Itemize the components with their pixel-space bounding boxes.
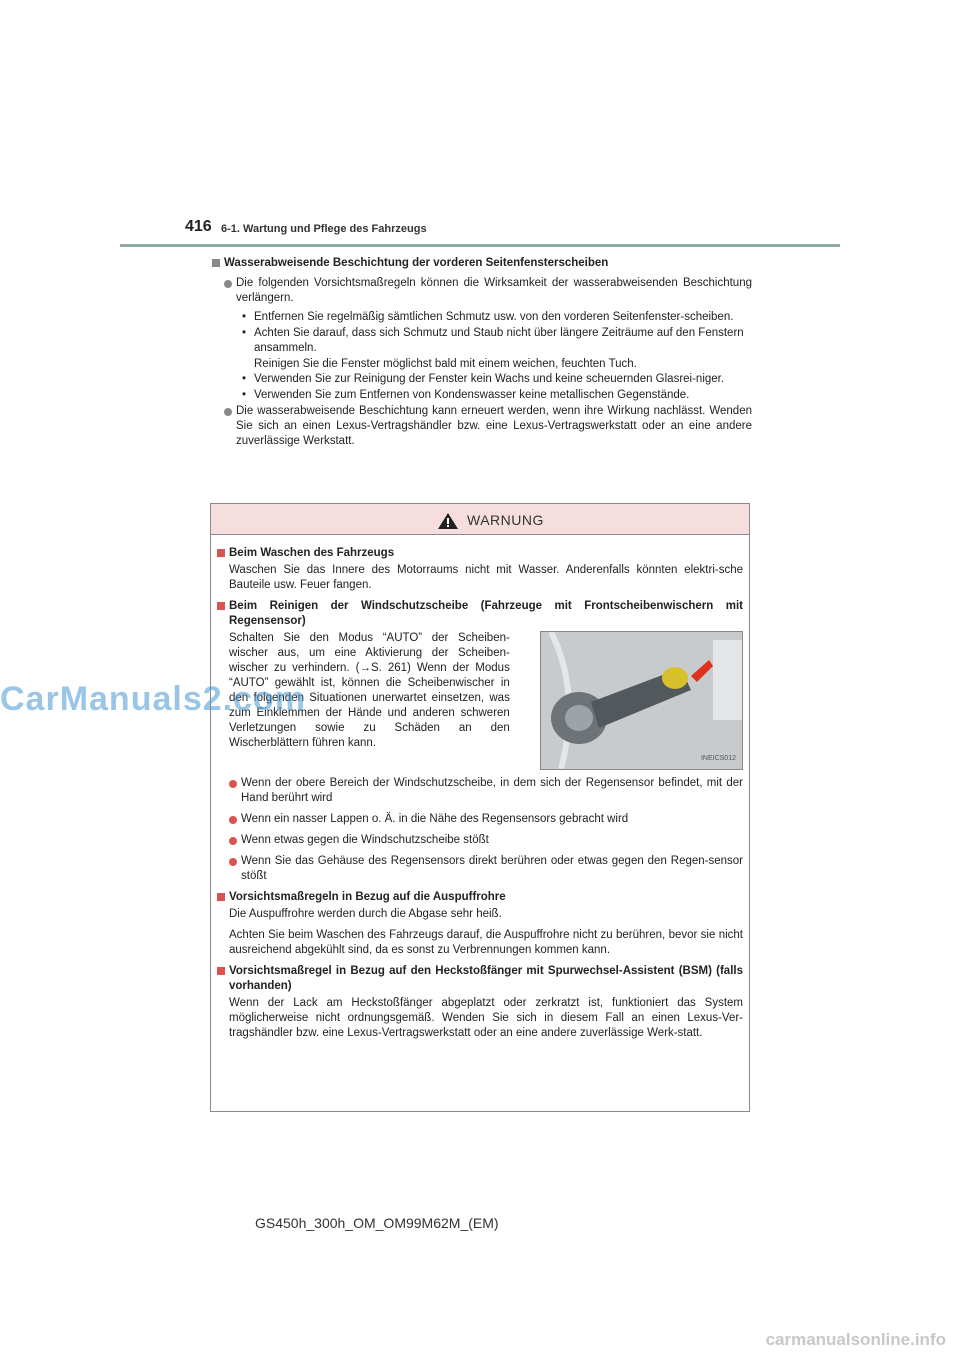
sub-list-item: • Achten Sie darauf, dass sich Schmutz und Staub nicht über längere Zeiträume auf den Fenstern ansammeln.: [242, 327, 744, 354]
square-bullet-icon: [212, 259, 220, 267]
warning-header: [211, 504, 749, 535]
sub-list-item: • Entfernen Sie regelmäßig sämtlichen Schmutz usw. von den vorderen Seitenfenster-scheiben.: [242, 311, 734, 323]
watermark-logo: CarManuals2.com: [0, 680, 306, 718]
wiper-lever-illustration: [541, 632, 743, 769]
image-code: INEICS012: [700, 755, 736, 762]
warning-paragraph: Die Auspuffrohre werden durch die Abgase sehr heiß.: [229, 908, 502, 920]
warning-box: [210, 503, 750, 1112]
wiper-switch-image: [540, 631, 743, 770]
warning-list-item: Wenn der obere Bereich der Windschutzscheibe, in dem sich der Regensensor befindet, mit der Hand berührt wird: [217, 776, 743, 806]
main-content: [212, 256, 752, 453]
circle-bullet-icon: [229, 837, 237, 845]
warning-heading: Vorsichtsmaßregel in Bezug auf den Heckstoßfänger mit Spurwechsel-Assistent (BSM) (falls vorhanden): [217, 964, 743, 994]
warning-list-item: Wenn Sie das Gehäuse des Regensensors direkt berühren oder etwas gegen den Regen-sensor stößt: [217, 854, 743, 884]
warning-paragraph: Achten Sie beim Waschen des Fahrzeugs darauf, die Auspuffrohre nicht zu berühren, bevor sie nicht ausreichend abgekühlt sind, da es sonst zu Verbrennungen kommen kann.: [229, 929, 743, 956]
warning-heading: Beim Waschen des Fahrzeugs: [217, 546, 743, 561]
footer-code: GS450h_300h_OM_OM99M62M_(EM): [255, 1215, 499, 1231]
warning-triangle-icon: [438, 513, 458, 529]
warning-list-item: Wenn etwas gegen die Windschutzscheibe stößt: [217, 833, 743, 848]
warning-paragraph: Waschen Sie das Innere des Motorraums nicht mit Wasser. Anderenfalls könnten elektri-sche Bauteile usw. Feuer fangen.: [229, 564, 743, 591]
header-rule: [120, 244, 840, 247]
circle-bullet-icon: [229, 858, 237, 866]
square-bullet-icon: [217, 967, 225, 975]
sub-list-item: • Verwenden Sie zur Reinigung der Fenster kein Wachs und keine scheuernden Glasrei-niger.: [242, 373, 725, 385]
list-item: Die folgenden Vorsichtsmaßregeln können die Wirksamkeit der wasserabweisenden Beschichtung verlängern.: [212, 276, 752, 306]
warning-heading: Beim Reinigen der Windschutzscheibe (Fahrzeuge mit Frontscheibenwischern mit Regensensor): [217, 599, 743, 629]
warning-paragraph: Schalten Sie den Modus “AUTO” der Scheiben-wischer aus, um eine Aktivierung der Scheiben-wischer zu verhindern. (→S. 261) Wenn der Modus “AUTO” gewählt ist, können die Scheibenwischer in den folgenden Situationen unerwartet einsetzen, was zum Einklemmen der Hände und anderen schweren Verletzungen sowie zu Schäden an den Wischerblättern führen kann.: [229, 632, 510, 749]
circle-bullet-icon: [229, 780, 237, 788]
circle-bullet-icon: [229, 816, 237, 824]
square-bullet-icon: [217, 602, 225, 610]
warning-heading: Vorsichtsmaßregeln in Bezug auf die Auspuffrohre: [217, 890, 743, 905]
warning-list-item: Wenn ein nasser Lappen o. Ä. in die Nähe des Regensensors gebracht wird: [217, 812, 743, 827]
warning-content: [217, 546, 743, 1047]
circle-bullet-icon: [224, 408, 232, 416]
page-number: 416: [185, 218, 212, 235]
sub-list-item: • Verwenden Sie zum Entfernen von Kondenswasser keine metallischen Gegenstände.: [242, 389, 690, 401]
warning-paragraph: Wenn der Lack am Heckstoßfänger abgeplatzt oder zerkratzt ist, funktioniert das System möglicherweise nicht ordnungsgemäß. Wenden Sie sich in diesem Fall an einen Lexus-Ver-tragshändler bzw. eine Lexus-Vertragswerkstatt oder an eine andere zuverlässige Werk-statt.: [229, 997, 743, 1039]
warning-title: WARNUNG: [467, 512, 544, 528]
section-heading: Wasserabweisende Beschichtung der vorderen Seitenfensterscheiben: [212, 256, 752, 271]
square-bullet-icon: [217, 549, 225, 557]
square-bullet-icon: [217, 893, 225, 901]
section-title: 6-1. Wartung und Pflege des Fahrzeugs: [221, 223, 427, 235]
circle-bullet-icon: [224, 280, 232, 288]
list-item: Die wasserabweisende Beschichtung kann erneuert werden, wenn ihre Wirkung nachlässt. Wenden Sie sich an einen Lexus-Vertragshändler bzw. eine Lexus-Vertragswerkstatt oder an eine andere zuverlässige Werkstatt.: [212, 404, 752, 449]
sub-list-continuation: Reinigen Sie die Fenster möglichst bald mit einem weichen, feuchten Tuch.: [254, 358, 637, 370]
site-watermark: carmanualsonline.info: [765, 1330, 946, 1349]
